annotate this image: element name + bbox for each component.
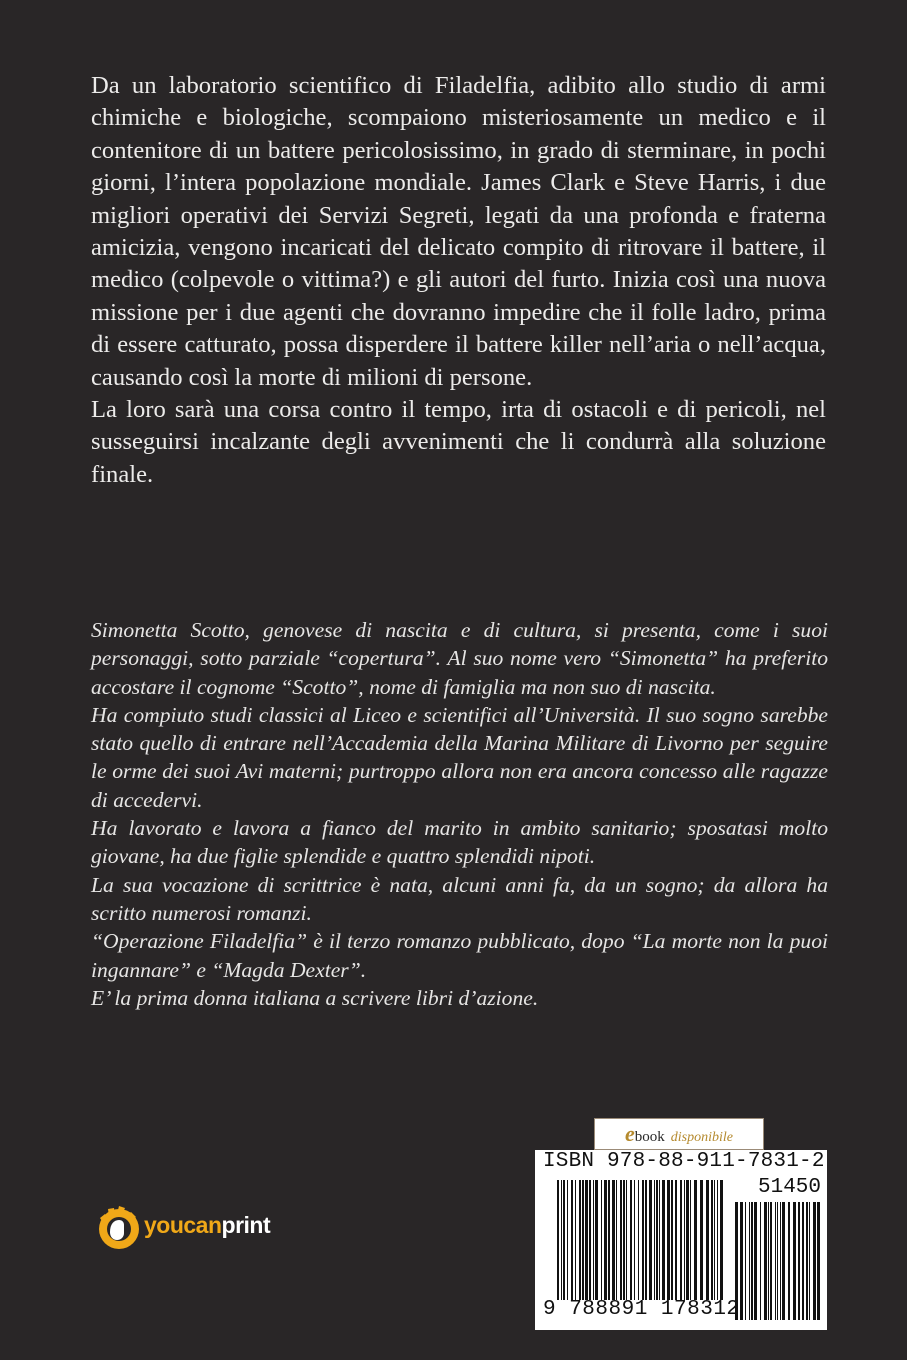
isbn-label: ISBN 978-88-911-7831-2 <box>543 1150 825 1173</box>
publisher-name-part2: print <box>221 1212 271 1238</box>
ebook-available-badge <box>594 1118 764 1150</box>
bio-paragraph-6: E’ la prima donna italiana a scrivere libri d’azione. <box>91 985 539 1010</box>
ebook-book-word: book <box>634 1129 665 1145</box>
publisher-logo <box>92 1198 292 1258</box>
publisher-name-part1: youcan <box>144 1212 222 1238</box>
isbn-barcode <box>535 1150 827 1330</box>
bio-paragraph-4: La sua vocazione di scrittrice è nata, alcuni anni fa, da un sogno; da allora ha scritto numerosi romanzi. <box>91 872 828 925</box>
youcanprint-hand-logo-icon <box>92 1200 148 1256</box>
bio-paragraph-1: Simonetta Scotto, genovese di nascita e di cultura, si presenta, come i suoi personaggi, sotto parziale “copertura”. Al suo nome vero “Simonetta” ha preferito accostare il cognome “Scotto”, nome di famiglia ma non suo di nascita. <box>91 618 828 699</box>
barcode-addon-number: 51450 <box>757 1176 821 1199</box>
bio-paragraph-5: “Operazione Filadelfia” è il terzo romanzo pubblicato, dopo “La morte non la puoi ingannare” e “Magda Dexter”. <box>91 929 828 982</box>
synopsis-text <box>91 70 826 491</box>
bio-paragraph-2: Ha compiuto studi classici al Liceo e scientifici all’Università. Il suo sogno sarebbe stato quello di entrare nell’Accademia della Marina Militare di Livorno per seguire le orme dei suoi Avi materni; purtroppo allora non era ancora concesso alle ragazze di accedervi. <box>91 702 828 812</box>
publisher-name <box>144 1212 270 1239</box>
bio-paragraph-3: Ha lavorato e lavora a fianco del marito in ambito sanitario; sposatasi molto giovane, ha due figlie splendide e quattro splendidi nipoti. <box>91 816 828 869</box>
ebook-e-letter: e <box>625 1121 635 1146</box>
synopsis-paragraph-2: La loro sarà una corsa contro il tempo, irta di ostacoli e di pericoli, nel susseguirsi incalzante degli avvenimenti che li condurrà alla soluzione finale. <box>91 396 826 488</box>
barcode-digits: 9 788891 178312 <box>543 1298 740 1321</box>
ebook-disponibile-label: disponibile <box>670 1130 733 1145</box>
author-bio <box>91 616 828 1012</box>
synopsis-paragraph-1: Da un laboratorio scientifico di Filadelfia, adibito allo studio di armi chimiche e biologiche, scompaiono misteriosamente un medico e il contenitore di un battere pericolosissimo, in grado di sterminare, in pochi giorni, l’intera popolazione mondiale. James Clark e Steve Harris, i due migliori operativi dei Servizi Segreti, legati da una profonda e fraterna amicizia, vengono incaricati del delicato compito di ritrovare il battere, il medico (colpevole o vittima?) e gli autori del furto. Inizia così una nuova missione per i due agenti che dovranno impedire che il folle ladro, prima di essere catturato, possa disperdere il battere killer nell’aria o nell’acqua, causando così la morte di milioni di persone. <box>91 72 826 391</box>
